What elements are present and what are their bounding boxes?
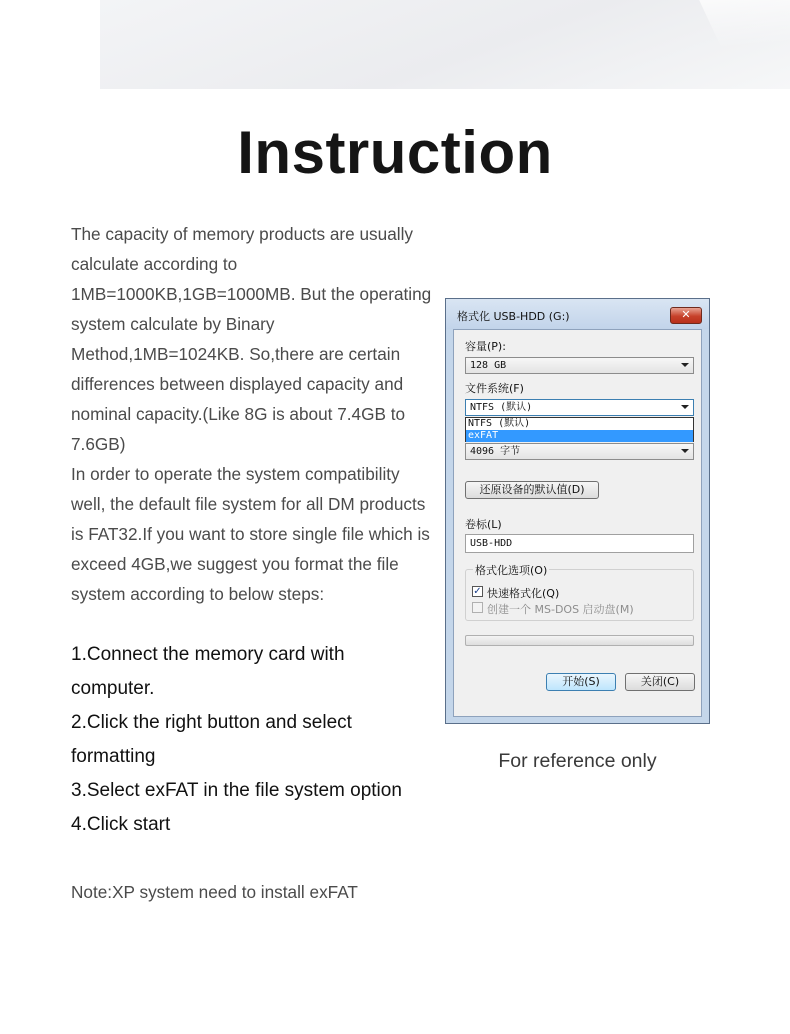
volume-label-input[interactable]: USB-HDD [465, 534, 694, 553]
allocation-unit-select[interactable] [465, 443, 694, 460]
dialog-title: 格式化 USB-HDD (G:) [457, 310, 570, 323]
file-system-dropdown [465, 417, 694, 442]
allocation-unit-value: 4096 字节 [470, 446, 521, 457]
format-dialog [445, 298, 710, 724]
close-icon[interactable]: ✕ [670, 307, 702, 324]
format-steps [71, 638, 431, 842]
dialog-titlebar [446, 299, 709, 329]
capacity-value: 128 GB [470, 360, 507, 371]
capacity-explanation: The capacity of memory products are usually calculate according to 1MB=1000KB,1GB=1000MB. But the operating system calculate by Binary Method,1MB=1024KB. So,there are certain differences between displayed capacity and nominal capacity.(Like 8G is about 7.4GB to 7.6GB) [71, 224, 432, 454]
file-system-select[interactable] [465, 399, 694, 416]
xp-note: Note:XP system need to install exFAT [71, 882, 358, 902]
quick-format-label: 快速格式化(Q) [487, 587, 560, 600]
chevron-down-icon [681, 405, 689, 409]
restore-defaults-button[interactable]: 还原设备的默认值(D) [465, 481, 599, 499]
compatibility-explanation: In order to operate the system compatibility well, the default file system for all DM products is FAT32.If you want to store single file which is exceed 4GB,we suggest you format the file system according to below steps: [71, 464, 430, 604]
format-progress-bar [465, 635, 694, 646]
page-title: Instruction [237, 119, 553, 186]
header-banner [100, 0, 790, 89]
msdos-disk-label: 创建一个 MS-DOS 启动盘(M) [487, 603, 634, 616]
step-item: 2.Click the right button and select formatting [71, 712, 352, 767]
step-item: 3.Select exFAT in the file system option [71, 780, 402, 801]
fs-option-ntfs[interactable]: NTFS (默认) [468, 418, 531, 429]
capacity-label: 容量(P): [465, 340, 506, 353]
capacity-select[interactable] [465, 357, 694, 374]
dialog-body [453, 329, 702, 717]
file-system-label: 文件系统(F) [465, 382, 524, 395]
msdos-disk-checkbox[interactable] [472, 602, 483, 613]
step-item: 1.Connect the memory card with computer. [71, 644, 345, 699]
volume-label-label: 卷标(L) [465, 518, 502, 531]
close-button[interactable]: 关闭(C) [625, 673, 695, 691]
step-item: 4.Click start [71, 814, 171, 835]
reference-caption: For reference only [498, 750, 657, 772]
fs-option-exfat[interactable]: exFAT [466, 430, 693, 442]
file-system-value: NTFS (默认) [470, 402, 533, 413]
chevron-down-icon [681, 363, 689, 367]
chevron-down-icon [681, 449, 689, 453]
start-button[interactable]: 开始(S) [546, 673, 616, 691]
quick-format-checkbox[interactable]: ✓ [473, 586, 482, 597]
format-options-label: 格式化选项(O) [475, 564, 548, 577]
